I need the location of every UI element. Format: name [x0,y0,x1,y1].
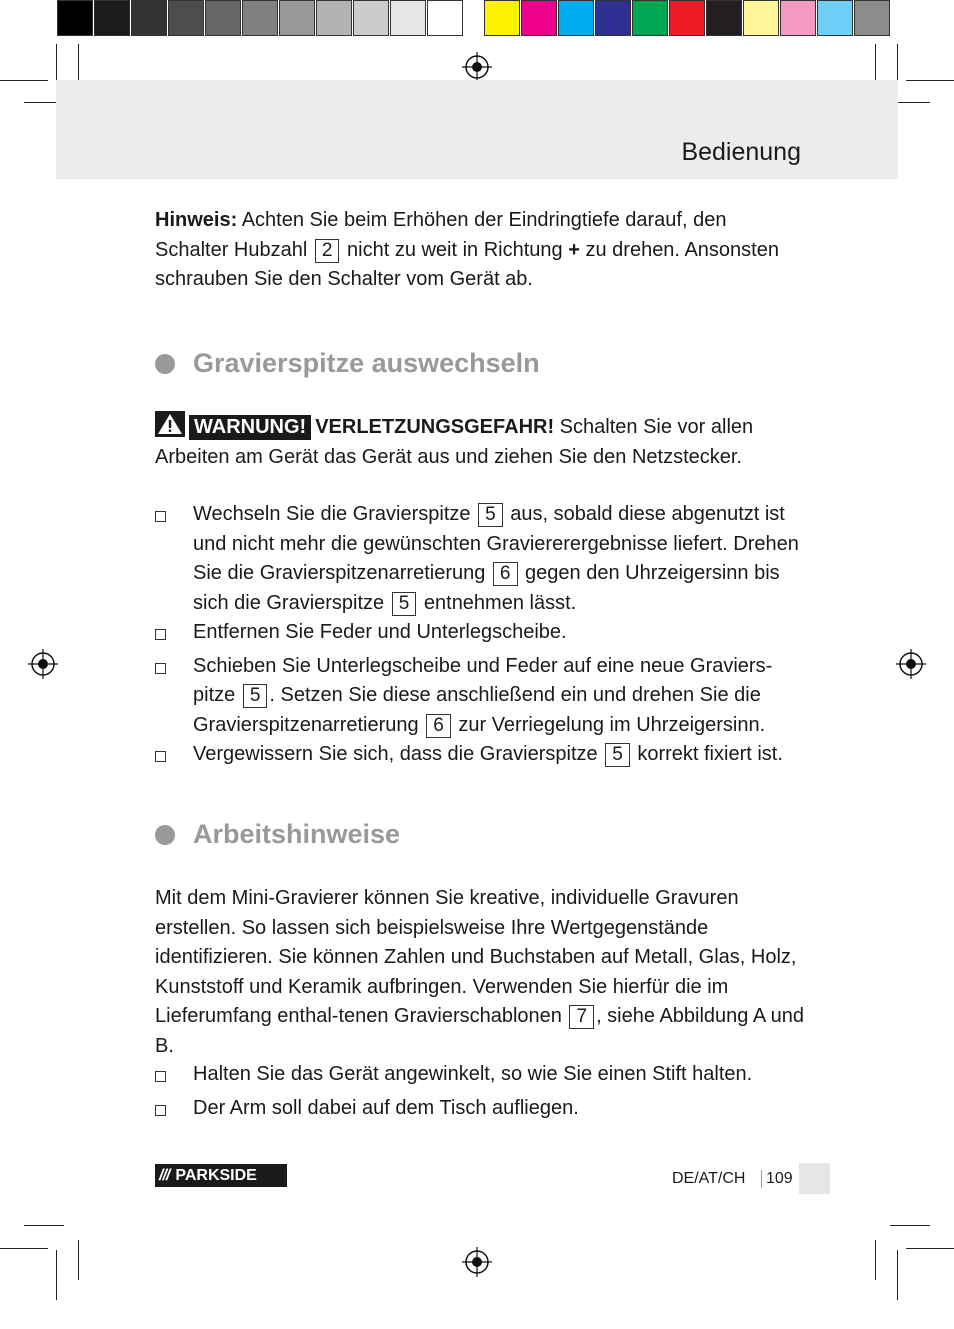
reference-number: 6 [426,714,451,738]
list-item: Halten Sie das Gerät angewinkelt, so wie Sie einen Stift halten. [155,1060,805,1094]
crop-mark [78,44,79,84]
plus-sign: + [568,238,580,261]
color-swatch [353,0,389,36]
reference-number: 5 [243,684,268,708]
color-swatch [427,0,463,36]
process-color-strip [484,0,891,38]
color-swatch [780,0,816,36]
crop-mark [56,44,57,84]
heading-text: Arbeitshinweise [193,819,401,849]
reference-number: 6 [493,562,518,586]
crop-mark [906,80,954,81]
color-swatch [316,0,352,36]
section-heading [155,819,400,850]
instruction-list [155,500,805,774]
section-title: Bedienung [681,138,801,166]
brand-name: PARKSIDE [175,1166,257,1184]
list-item: Entfernen Sie Feder und Unterlegscheibe. [155,618,805,652]
reference-number: 7 [569,1005,594,1029]
color-swatch [595,0,631,36]
color-swatch [632,0,668,36]
reference-number: 5 [392,592,417,616]
gray-color-strip [57,0,464,38]
reference-number: 2 [315,239,340,263]
note-paragraph [155,206,805,295]
checkbox-bullet-icon [155,1094,193,1128]
crop-mark [875,44,876,84]
bullet-dot-icon [155,825,175,845]
crop-mark [0,80,48,81]
color-swatch [706,0,742,36]
note-label: Hinweis: [155,209,238,231]
checkbox-bullet-icon [155,618,193,652]
color-swatch [390,0,426,36]
crop-mark [875,1240,876,1280]
heading-text: Gravierspitze auswechseln [193,348,540,378]
note-text: zu drehen. Ansonsten schrauben Sie den Schalter vom Gerät ab. [155,238,779,290]
bullet-dot-icon [155,354,175,374]
registration-mark-icon [28,649,58,679]
warning-triangle-icon [155,411,185,437]
crop-mark [0,1248,48,1249]
work-tips-paragraph: Mit dem Mini-Gravierer können Sie kreative, individuelle Gravuren erstellen. So lassen sich beispielsweise Ihre Wertgegenstände identifizieren. Sie können Zahlen und Buchstaben auf Metall, Glas, Holz, Kunststoff und Keramik aufbringen. Verwenden Sie hierfür die im Lieferumfang enthal-tenen Gravierschablonen 7 , siehe Abbildung A und B. [155,887,805,1057]
color-swatch [521,0,557,36]
color-swatch [817,0,853,36]
registration-mark-icon [896,649,926,679]
color-swatch [168,0,204,36]
registration-mark-icon [462,1247,492,1277]
crop-mark [56,1250,57,1300]
reference-number: 5 [605,743,630,767]
page-tab-marker [799,1163,830,1194]
color-swatch [94,0,130,36]
warning-badge: WARNUNG! [189,415,311,440]
checkbox-bullet-icon [155,1060,193,1094]
color-swatch [131,0,167,36]
checkbox-bullet-icon [155,500,193,618]
crop-mark [906,1248,954,1249]
page-number: 109 [761,1170,793,1188]
list-item: Der Arm soll dabei auf dem Tisch aufliegen. [155,1094,805,1128]
registration-mark-icon [462,52,492,82]
section-heading [155,348,540,379]
list-item: Schieben Sie Unterlegscheibe und Feder auf eine neue Graviers-pitze 5 . Setzen Sie diese anschließend ein und drehen Sie die Gravierspitzenarretierung 6 zur Verriegelung im Uhrzeigersinn. [155,652,805,741]
note-text: nicht zu weit in Richtung [341,238,569,261]
color-swatch [205,0,241,36]
warning-text: Schalten Sie vor allen Arbeiten am Gerät das Gerät aus und ziehen Sie den Netzstecker. [155,416,754,468]
list-item: Vergewissern Sie sich, dass die Gravierspitze 5 korrekt fixiert ist. [155,740,805,774]
color-swatch [558,0,594,36]
parkside-logo: /// PARKSIDE [155,1164,287,1187]
warning-paragraph [155,411,815,472]
color-swatch [279,0,315,36]
crop-mark [897,44,898,84]
list-item: Wechseln Sie die Gravierspitze 5 aus, sobald diese abgenutzt ist und nicht mehr die gewünschten Graviererergebnisse liefert. Drehen Sie die Gravierspitzenarretierung 6 gegen den Uhrzeigersinn bis sich die Gravierspitze 5 entnehmen lässt. [155,500,805,618]
color-swatch [854,0,890,36]
crop-mark [890,1225,930,1226]
instruction-list [155,1060,805,1127]
crop-mark [897,1250,898,1300]
checkbox-bullet-icon [155,652,193,741]
warning-bold: VERLETZUNGSGEFAHR! [315,416,555,438]
color-swatch [484,0,520,36]
checkbox-bullet-icon [155,740,193,774]
region-label: DE/AT/CH [672,1170,746,1187]
crop-mark [24,1225,64,1226]
reference-number: 5 [478,503,503,527]
color-swatch [669,0,705,36]
crop-mark [78,1240,79,1280]
color-swatch [57,0,93,36]
color-swatch [743,0,779,36]
color-swatch [242,0,278,36]
note-text: Achten Sie beim Erhöhen der Eindringtiefe darauf, den Schalter Hubzahl [155,209,727,261]
